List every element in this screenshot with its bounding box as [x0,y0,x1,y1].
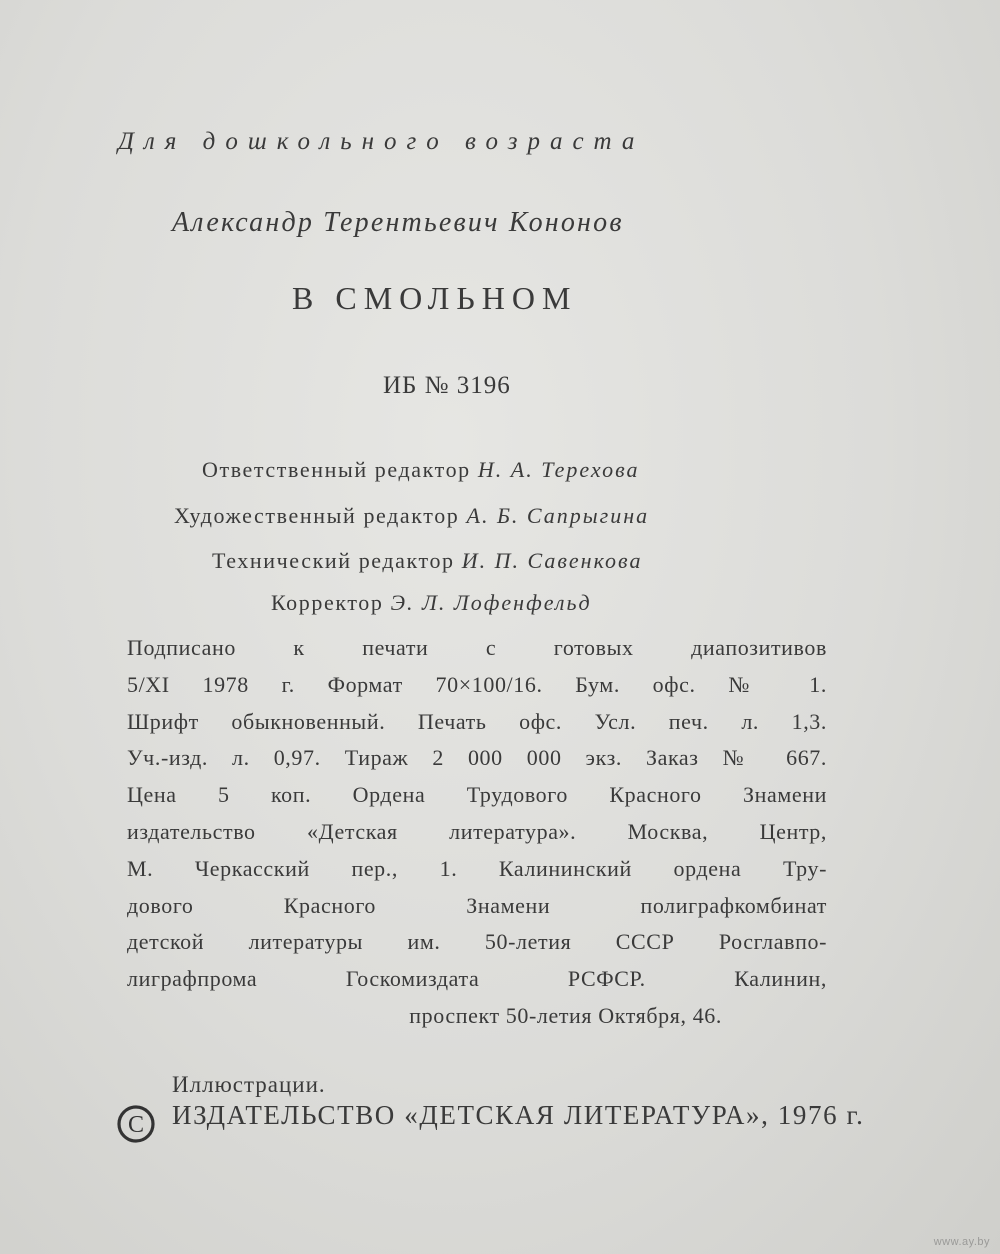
audience-label: Для дошкольного возраста [118,128,645,155]
publisher-copyright: ИЗДАТЕЛЬСТВО «ДЕТСКАЯ ЛИТЕРАТУРА», 1976 г. [172,1100,865,1130]
credit-line [212,548,642,574]
credit-name: Э. Л. Лофенфельд [390,590,592,615]
imprint-line: 5/XI 1978 г. Формат 70×100/16. Бум. офс. № 1. [127,671,827,697]
credit-name: Н. А. Терехова [477,457,640,482]
imprint-line: Цена 5 коп. Ордена Трудового Красного Знамени [127,782,827,808]
illustrations-credit: Иллюстрации. [172,1072,326,1097]
credit-role: Корректор [271,590,384,615]
credit-role: Художественный редактор [174,503,460,528]
imprint-line: Шрифт обыкновенный. Печать офс. Усл. печ. л. 1,3. [127,708,827,734]
imprint-line: лиграфпрома Госкомиздата РСФСР. Калинин, [127,966,827,992]
credit-name: А. Б. Сапрыгина [466,503,650,528]
credit-name: И. П. Савенкова [461,548,643,573]
site-watermark: www.ay.by [933,1236,990,1248]
credit-line [202,457,640,483]
book-title: В СМОЛЬНОМ [292,280,578,316]
imprint-block [127,630,827,1035]
credit-role: Ответственный редактор [202,457,471,482]
imprint-line: Уч.-изд. л. 0,97. Тираж 2 000 000 экз. Заказ № 667. [127,745,827,771]
credit-role: Технический редактор [212,548,455,573]
credit-line [174,503,649,529]
imprint-line: проспект 50-летия Октября, 46. [409,1002,722,1028]
imprint-line: дового Красного Знамени полиграфкомбинат [127,892,827,918]
imprint-line: издательство «Детская литература». Москва, Центр, [127,818,827,844]
ib-number: ИБ № 3196 [383,372,511,399]
author-name: Александр Терентьевич Кононов [172,207,624,238]
credit-line [271,590,592,616]
imprint-line: детской литературы им. 50-летия СССР Росглавпо- [127,929,827,955]
imprint-line: Подписано к печати с готовых диапозитивов [127,635,827,660]
copyright-letter: C [127,1112,145,1138]
imprint-line: М. Черкасский пер., 1. Калининский ордена Тру- [127,855,827,881]
copyright-icon [116,1104,156,1144]
